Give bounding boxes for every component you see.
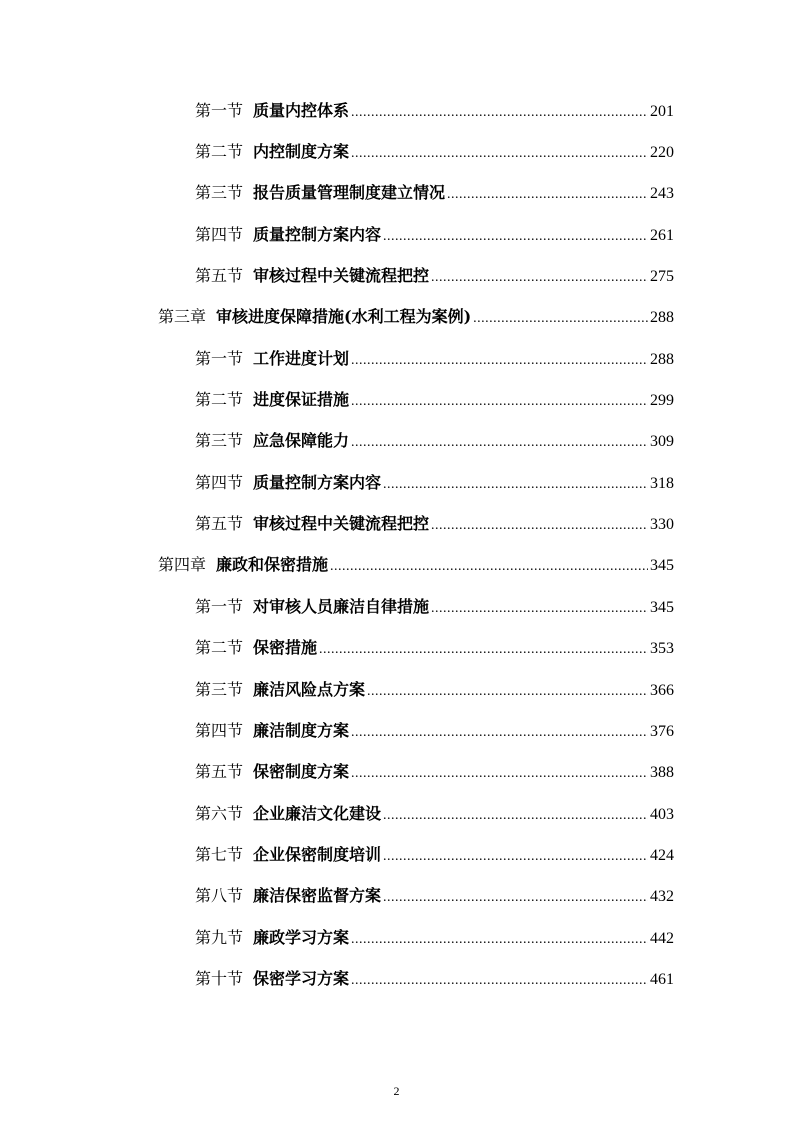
toc-entry-title: 应急保障能力 xyxy=(253,431,350,450)
toc-entry-number: 第四节 xyxy=(195,473,244,492)
toc-chapter-entry[interactable] xyxy=(158,296,674,337)
toc-entry-page: 330 xyxy=(650,516,674,533)
toc-entry-title: 廉洁风险点方案 xyxy=(253,680,366,699)
toc-entry-page: 275 xyxy=(650,268,674,285)
toc-entry[interactable] xyxy=(195,420,674,461)
toc-entry[interactable] xyxy=(195,586,674,627)
toc-entry-number: 第二节 xyxy=(195,142,244,161)
toc-entry[interactable] xyxy=(195,379,674,420)
toc-entry[interactable] xyxy=(195,793,674,834)
toc-entry-title: 廉洁制度方案 xyxy=(253,721,350,740)
toc-entry-page: 388 xyxy=(650,764,674,781)
toc-entry-number: 第三节 xyxy=(195,183,244,202)
toc-dot-leader xyxy=(431,588,648,629)
toc-entry-title: 工作进度计划 xyxy=(253,349,350,368)
toc-entry-page: 201 xyxy=(650,103,674,120)
toc-chapter-entry[interactable] xyxy=(158,544,674,585)
toc-entry-number: 第六节 xyxy=(195,804,244,823)
toc-entry-page: 220 xyxy=(650,144,674,161)
toc-entry-page: 288 xyxy=(650,351,674,368)
toc-entry[interactable] xyxy=(195,131,674,172)
toc-entry-number: 第二节 xyxy=(195,390,244,409)
toc-entry[interactable] xyxy=(195,462,674,503)
toc-entry-page: 318 xyxy=(650,475,674,492)
toc-entry-number: 第三章 xyxy=(158,307,207,326)
toc-entry-page: 288 xyxy=(650,309,674,326)
toc-entry-number: 第二节 xyxy=(195,638,244,657)
toc-entry-title: 对审核人员廉洁自律措施 xyxy=(253,597,430,616)
toc-dot-leader xyxy=(351,422,648,463)
toc-entry-page: 403 xyxy=(650,806,674,823)
toc-entry-number: 第四节 xyxy=(195,721,244,740)
toc-entry-title: 保密措施 xyxy=(253,638,318,657)
toc-dot-leader xyxy=(431,257,648,298)
toc-entry-number: 第三节 xyxy=(195,680,244,699)
toc-entry-title: 审核进度保障措施(水利工程为案例) xyxy=(216,307,472,326)
toc-entry-page: 424 xyxy=(650,847,674,864)
toc-dot-leader xyxy=(351,381,648,422)
toc-entry[interactable] xyxy=(195,834,674,875)
toc-entry[interactable] xyxy=(195,90,674,131)
toc-entry[interactable] xyxy=(195,875,674,916)
toc-entry-number: 第十节 xyxy=(195,969,244,988)
toc-entry-title: 审核过程中关键流程把控 xyxy=(253,514,430,533)
toc-entry[interactable] xyxy=(195,503,674,544)
toc-dot-leader xyxy=(351,919,648,960)
toc-entry-title: 保密制度方案 xyxy=(253,762,350,781)
toc-entry-title: 企业保密制度培训 xyxy=(253,845,382,864)
toc-entry[interactable] xyxy=(195,172,674,213)
toc-dot-leader xyxy=(351,712,648,753)
toc-dot-leader xyxy=(351,753,648,794)
toc-entry-page: 299 xyxy=(650,392,674,409)
toc-entry[interactable] xyxy=(195,627,674,668)
toc-dot-leader xyxy=(383,216,648,257)
toc-entry-title: 廉洁保密监督方案 xyxy=(253,886,382,905)
toc-entry-page: 366 xyxy=(650,682,674,699)
toc-entry[interactable] xyxy=(195,255,674,296)
toc-entry-title: 进度保证措施 xyxy=(253,390,350,409)
toc-entry-page: 432 xyxy=(650,888,674,905)
toc-entry-page: 461 xyxy=(650,971,674,988)
toc-entry-title: 保密学习方案 xyxy=(253,969,350,988)
toc-entry[interactable] xyxy=(195,958,674,999)
toc-entry[interactable] xyxy=(195,338,674,379)
toc-entry-title: 报告质量管理制度建立情况 xyxy=(253,183,446,202)
toc-entry-number: 第五节 xyxy=(195,266,244,285)
toc-entry-page: 442 xyxy=(650,930,674,947)
toc-entry-title: 质量控制方案内容 xyxy=(253,225,382,244)
toc-entry-page: 243 xyxy=(650,185,674,202)
toc-entry-number: 第九节 xyxy=(195,928,244,947)
toc-entry-title: 质量内控体系 xyxy=(253,101,350,120)
toc-dot-leader xyxy=(367,671,648,712)
toc-dot-leader xyxy=(351,92,648,133)
toc-entry-number: 第一节 xyxy=(195,101,244,120)
toc-entry[interactable] xyxy=(195,751,674,792)
toc-entry-number: 第一节 xyxy=(195,597,244,616)
toc-entry-page: 309 xyxy=(650,433,674,450)
toc-dot-leader xyxy=(383,464,648,505)
toc-entry[interactable] xyxy=(195,669,674,710)
toc-entry[interactable] xyxy=(195,917,674,958)
toc-entry-number: 第三节 xyxy=(195,431,244,450)
toc-entry-title: 廉政和保密措施 xyxy=(216,555,329,574)
toc-dot-leader xyxy=(330,546,648,587)
toc-entry-page: 261 xyxy=(650,227,674,244)
toc-entry[interactable] xyxy=(195,710,674,751)
toc-entry-number: 第五节 xyxy=(195,514,244,533)
toc-dot-leader xyxy=(383,795,648,836)
toc-dot-leader xyxy=(447,174,648,215)
toc-entry-page: 345 xyxy=(650,599,674,616)
page-number: 2 xyxy=(393,1084,400,1098)
toc-entry-title: 廉政学习方案 xyxy=(253,928,350,947)
toc-entry-title: 企业廉洁文化建设 xyxy=(253,804,382,823)
toc-entry-page: 345 xyxy=(650,557,674,574)
toc-dot-leader xyxy=(351,133,648,174)
toc-entry-title: 审核过程中关键流程把控 xyxy=(253,266,430,285)
toc-entry-page: 353 xyxy=(650,640,674,657)
toc-dot-leader xyxy=(431,505,648,546)
toc-entry-number: 第八节 xyxy=(195,886,244,905)
toc-entry[interactable] xyxy=(195,214,674,255)
toc-dot-leader xyxy=(383,836,648,877)
toc-dot-leader xyxy=(319,629,648,670)
toc-entry-number: 第七节 xyxy=(195,845,244,864)
toc-dot-leader xyxy=(351,960,648,1001)
toc-entry-page: 376 xyxy=(650,723,674,740)
toc-dot-leader xyxy=(383,877,648,918)
toc-entry-number: 第一节 xyxy=(195,349,244,368)
toc-entry-title: 内控制度方案 xyxy=(253,142,350,161)
toc-dot-leader xyxy=(473,298,648,339)
toc-entry-number: 第五节 xyxy=(195,762,244,781)
toc-entry-number: 第四章 xyxy=(158,555,207,574)
toc-entry-number: 第四节 xyxy=(195,225,244,244)
toc-entry-title: 质量控制方案内容 xyxy=(253,473,382,492)
toc-dot-leader xyxy=(351,340,648,381)
